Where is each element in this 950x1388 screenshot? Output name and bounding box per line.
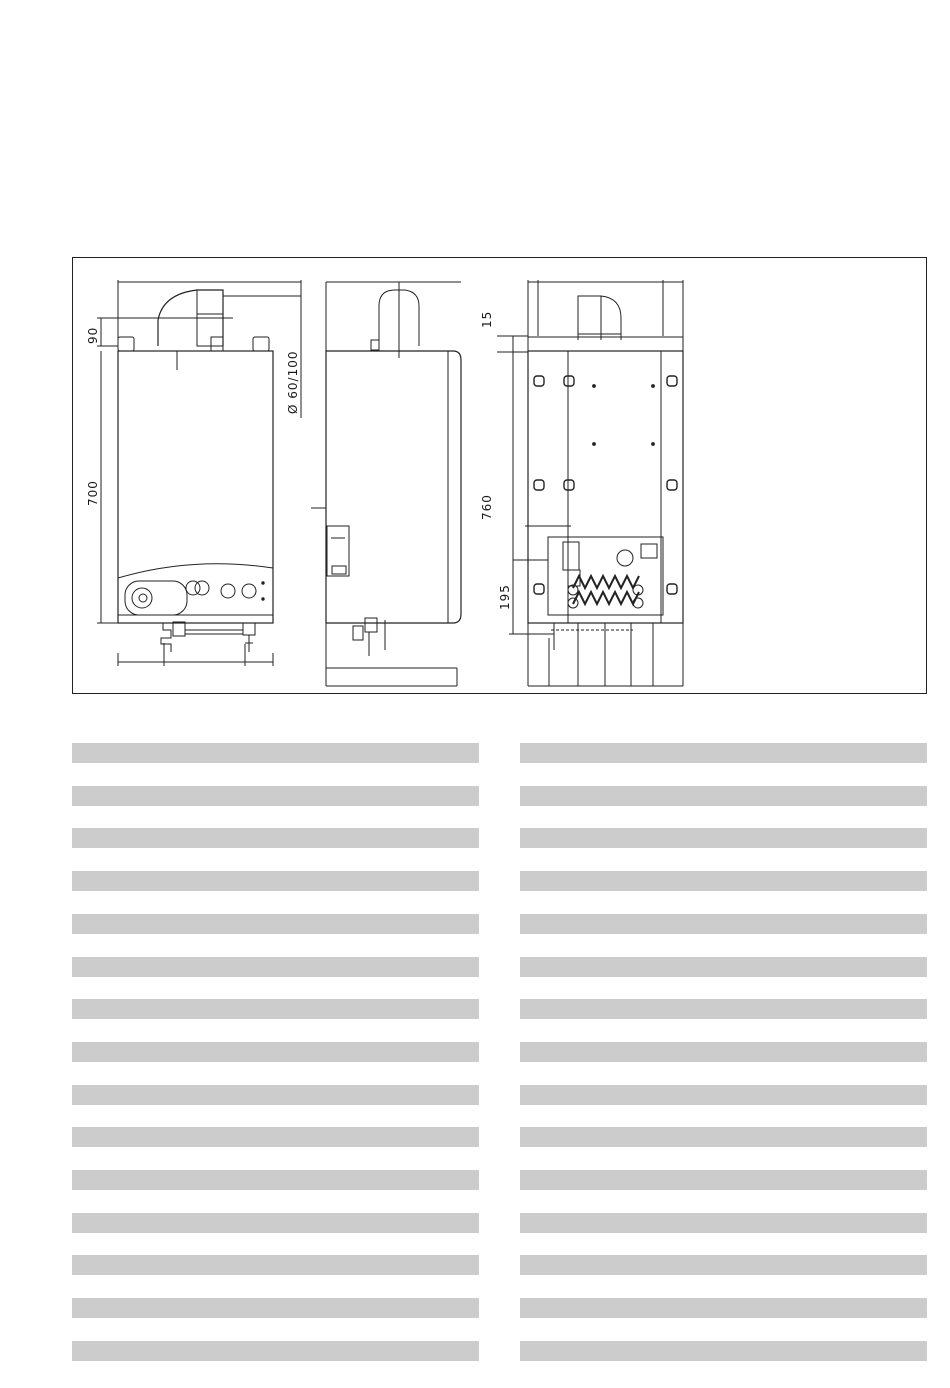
table-row [72,1085,479,1105]
dim-top-offset: 15 [480,310,494,328]
table-row [72,1042,479,1062]
table-row [72,1127,479,1147]
dim-flue-offset: 90 [86,326,100,344]
dim-front-height: 700 [86,480,100,506]
table-row [72,999,479,1019]
table-row [520,957,927,977]
table-row [520,1213,927,1233]
table-row [72,1341,479,1361]
table-row [520,871,927,891]
table-row [520,1255,927,1275]
table-row [72,957,479,977]
table-row [520,999,927,1019]
table-row [520,1042,927,1062]
table-row [72,743,479,763]
dim-back-height: 760 [480,494,494,520]
table-row [520,1170,927,1190]
dim-hydraulic-height: 195 [498,584,512,610]
table-row [520,1341,927,1361]
table-row [520,1298,927,1318]
table-row [72,828,479,848]
table-row [72,786,479,806]
table-row [72,914,479,934]
table-row [72,1213,479,1233]
dim-flue-diameter: Ø 60/100 [286,350,300,414]
table-row [520,1127,927,1147]
table-row [72,1170,479,1190]
table-row [520,786,927,806]
table-row [72,1255,479,1275]
table-row [520,914,927,934]
table-row [72,1298,479,1318]
table-row [520,1085,927,1105]
table-row [72,871,479,891]
table-row [520,743,927,763]
table-row [520,828,927,848]
